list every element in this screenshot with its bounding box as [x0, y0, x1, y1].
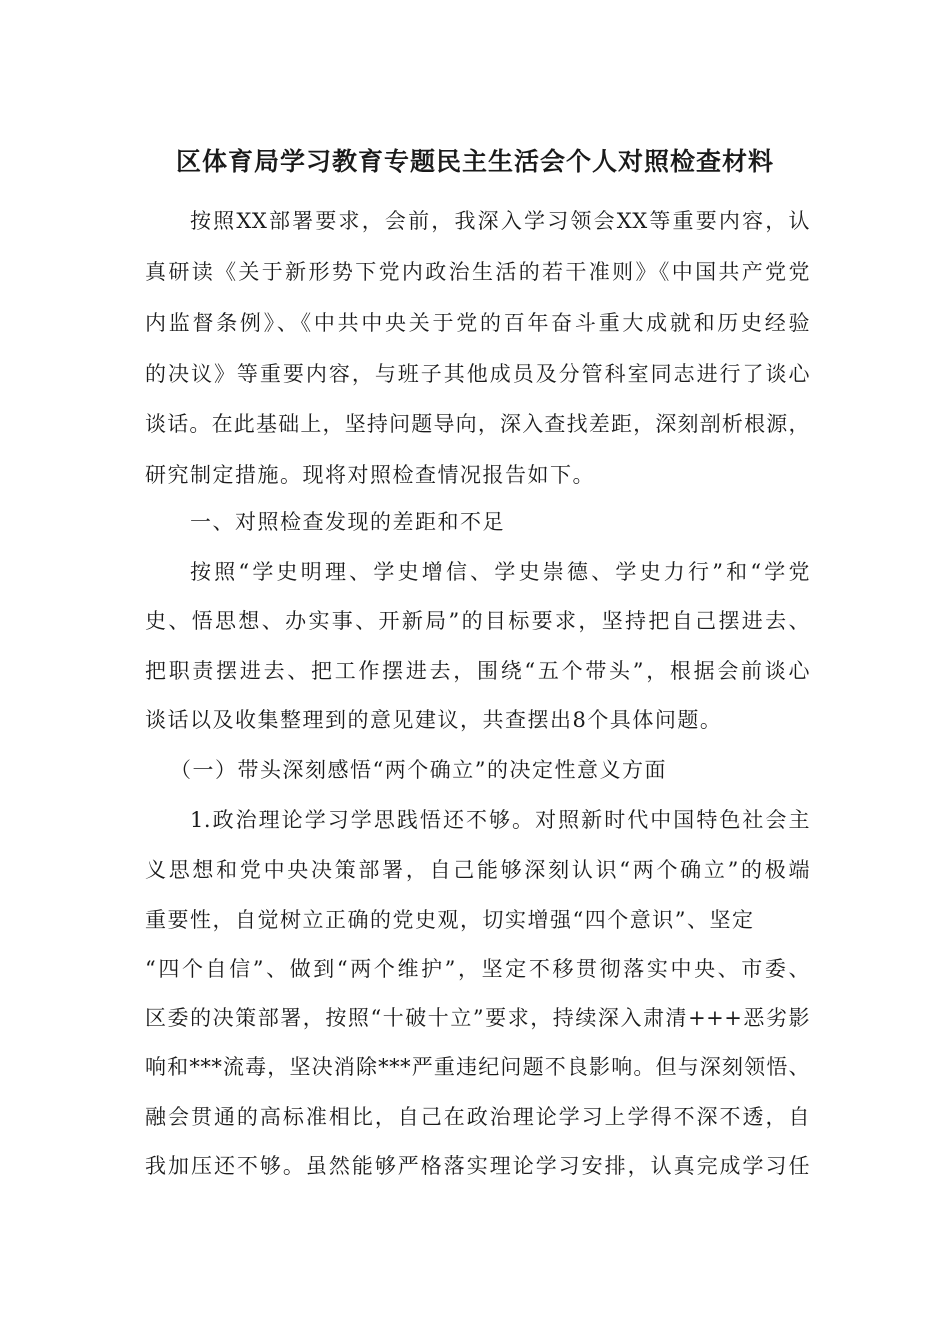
item-line: 1.政治理论学习学思践悟还不够。对照新时代中国特色社会主 — [190, 808, 810, 832]
document-title: 区体育局学习教育专题民主生活会个人对照检查材料 — [175, 147, 774, 176]
intro-line: 的决议》等重要内容，与班子其他成员及分管科室同志进行了谈心 — [145, 362, 810, 386]
intro-line: 内监督条例》、《中共中央关于党的百年奋斗重大成就和历史经验 — [145, 311, 810, 335]
intro-line: 谈话。在此基础上，坚持问题导向，深入查找差距，深刻剖析根源， — [145, 412, 810, 436]
intro-line: 真研读《关于新形势下党内政治生活的若干准则》《中国共产党党 — [145, 260, 810, 284]
item-line: 义思想和党中央决策部署，自己能够深刻认识“两个确立”的极端 — [145, 858, 810, 882]
item-line: 我加压还不够。虽然能够严格落实理论学习安排，认真完成学习任 — [145, 1154, 810, 1178]
item-line: 区委的决策部署，按照“十破十立”要求，持续深入肃清+++恶劣影 — [145, 1006, 810, 1030]
section-line: 按照“学史明理、学史增信、学史崇德、学史力行”和“学党 — [190, 560, 810, 584]
section-line: 把职责摆进去、把工作摆进去，围绕“五个带头”，根据会前谈心 — [145, 659, 810, 683]
subsection-heading: （一）带头深刻感悟“两个确立”的决定性意义方面 — [170, 758, 667, 782]
section-line: 谈话以及收集整理到的意见建议，共查摆出8个具体问题。 — [145, 708, 723, 732]
section-line: 史、悟思想、办实事、开新局”的目标要求，坚持把自己摆进去、 — [145, 609, 810, 633]
item-line: 融会贯通的高标准相比，自己在政治理论学习上学得不深不透，自 — [145, 1105, 810, 1129]
section-heading: 一、对照检查发现的差距和不足 — [190, 510, 505, 534]
item-line: 重要性，自觉树立正确的党史观，切实增强“四个意识”、坚定 — [145, 908, 755, 932]
intro-line: 研究制定措施。现将对照检查情况报告如下。 — [145, 463, 595, 487]
item-line: 响和***流毒，坚决消除***严重违纪问题不良影响。但与深刻领悟、 — [145, 1055, 810, 1079]
intro-line: 按照XX部署要求，会前，我深入学习领会XX等重要内容，认 — [190, 209, 810, 233]
item-line: “四个自信”、做到“两个维护”，坚定不移贯彻落实中央、市委、 — [145, 957, 810, 981]
